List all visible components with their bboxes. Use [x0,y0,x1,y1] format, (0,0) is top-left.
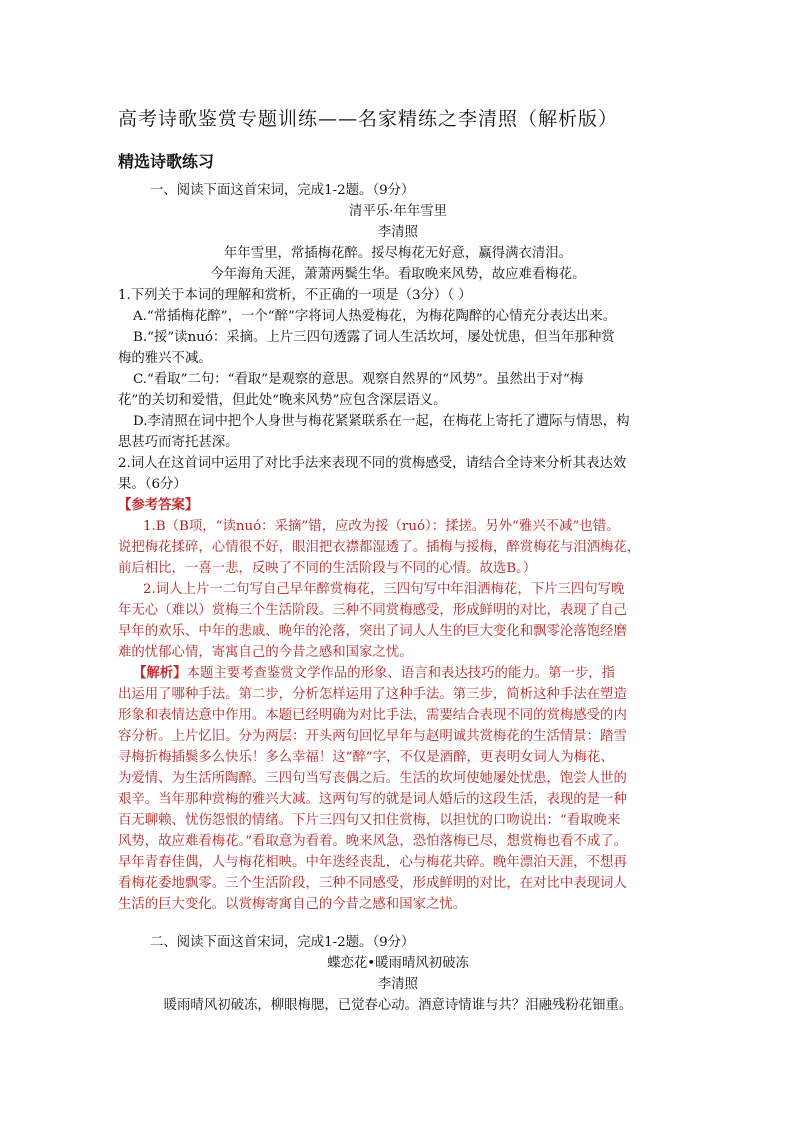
poem1-title: 清平乐·年年雪里 [349,204,447,219]
analysis-line-3: 形象和表情达意中作用。本题已经明确为对比手法，需要结合表现不同的赏梅感受的内 [118,708,627,723]
analysis-label: 【解析】 [133,665,187,681]
answer-2-line-4: 难的忧郁心情，寄寓自己的今昔之感和国家之忧。 [118,645,413,660]
option-b-line-2: 梅的雅兴不减。 [118,351,212,366]
poem2-line-1: 暖雨晴风初破冻，柳眼梅腮，已觉春心动。酒意诗情谁与共？泪融残粉花钿重。 [163,998,633,1013]
answer-2-line-2: 年无心（难以）赏梅三个生活阶段。三种不同赏梅感受，形成鲜明的对比，表现了自己 [118,603,627,618]
option-d-line-2: 思甚巧而寄托甚深。 [118,435,239,450]
part2-intro: 二、阅读下面这首宋词，完成1-2题。（9分） [150,935,415,950]
analysis-line-11: 看梅花委地飘零。三个生活阶段，三种不同感受，形成鲜明的对比，在对比中表现词人 [118,876,627,891]
analysis-line-7: 艰辛。当年那种赏梅的雅兴大减。这两句写的就是词人婚后的这段生活，表现的是一种 [118,792,627,807]
analysis-line-5: 寻梅折梅插鬓多么快乐！多么幸福！这“醉”字，不仅是酒醉，更表明女词人为梅花、 [118,750,614,765]
question-1: 1.下列关于本词的理解和赏析，不正确的一项是（3分）（ ） [118,288,472,303]
option-a: A.“常插梅花醉”，一个“醉”字将词人热爱梅花，为梅花陶醉的心情充分表达出来。 [133,309,617,324]
analysis-first: 本题主要考查鉴赏文学作品的形象、语言和表达技巧的能力。第一步，指 [186,666,616,681]
answer-1-line-3: 前后相比，一喜一悲，反映了不同的生活阶段与不同的心情。故选B。） [118,561,537,576]
page-title: 高考诗歌鉴赏专题训练——名家精练之李清照（解析版） [118,108,619,130]
poem1-author: 李清照 [377,225,419,240]
analysis-line-2: 出运用了哪种手法。第二步，分析怎样运用了这种手法。第三步，简析这种手法在塑造 [118,687,627,702]
question-2-line-2: 果。（6分） [118,477,187,492]
answer-2-line-1: 2.词人上片一二句写自己早年醉赏梅花，三四句写中年泪洒梅花，下片三四句写晚 [143,582,625,597]
question-2-line-1: 2.词人在这首词中运用了对比手法来表现不同的赏梅感受，请结合全诗来分析其表达效 [118,456,627,471]
poem2-title: 蝶恋花•暖雨晴风初破冻 [327,956,469,971]
analysis-line-6: 为爱情、为生活所陶醉。三四句当写丧偶之后。生活的坎坷使她屡处忧患，饱尝人世的 [118,771,627,786]
poem1-line-1: 年年雪里，常插梅花醉。挼尽梅花无好意，赢得满衣清泪。 [223,246,573,261]
part1-intro: 一、阅读下面这首宋词，完成1-2题。（9分） [150,183,415,198]
analysis-line-1 [133,663,615,684]
option-c-line-1: C.“看取”二句：“看取”是观察的意思。观察自然界的“风势”。虽然出于对“梅 [133,372,584,387]
section-heading: 精选诗歌练习 [118,152,215,171]
analysis-line-9: 风势，故应难看梅花。”看取意为看着。晚来风急，恐怕落梅已尽，想赏梅也看不成了。 [118,834,627,849]
answer-1-line-1: 1.B（B项，“读nuó：采摘”错，应改为挼（ruó）：揉搓。另外“雅兴不减”也错。 [143,519,620,534]
analysis-line-8: 百无聊赖、忧伤怨恨的情绪。下片三四句又扣住赏梅，以担忧的口吻说出：“看取晚来 [118,813,621,828]
option-c-line-2: 花”的关切和爱惜，但此处“晚来风势”应包含深层语义。 [118,393,447,408]
analysis-line-10: 早年青春佳偶，人与梅花相映。中年迭经丧乱，心与梅花共碎。晚年漂泊天涯，不想再 [118,855,627,870]
poem2-author: 李清照 [377,977,419,992]
answer-header: 【参考答案】 [118,497,199,513]
option-b-line-1: B.“挼”读nuó：采摘。上片三四句透露了词人生活坎坷，屡处忧患，但当年那种赏 [133,330,615,345]
answer-2-line-3: 早年的欢乐、中年的悲戚、晚年的沦落，突出了词人人生的巨大变化和飘零沦落饱经磨 [118,624,627,639]
analysis-line-12: 生活的巨大变化。以赏梅寄寓自己的今昔之感和国家之忧。 [118,897,467,912]
option-d-line-1: D.李清照在词中把个人身世与梅花紧紧联系在一起，在梅花上寄托了遭际与情思，构 [133,414,630,429]
poem1-line-2: 今年海角天涯，萧萧两鬓生华。看取晚来风势，故应难看梅花。 [210,267,586,282]
analysis-line-4: 容分析。上片忆旧。分为两层：开头两句回忆早年与赵明诚共赏梅花的生活情景：踏雪 [118,729,627,744]
answer-1-line-2: 说把梅花揉碎，心情很不好，眼泪把衣襟都湿透了。插梅与挼梅，醉赏梅花与泪洒梅花， [118,540,641,555]
